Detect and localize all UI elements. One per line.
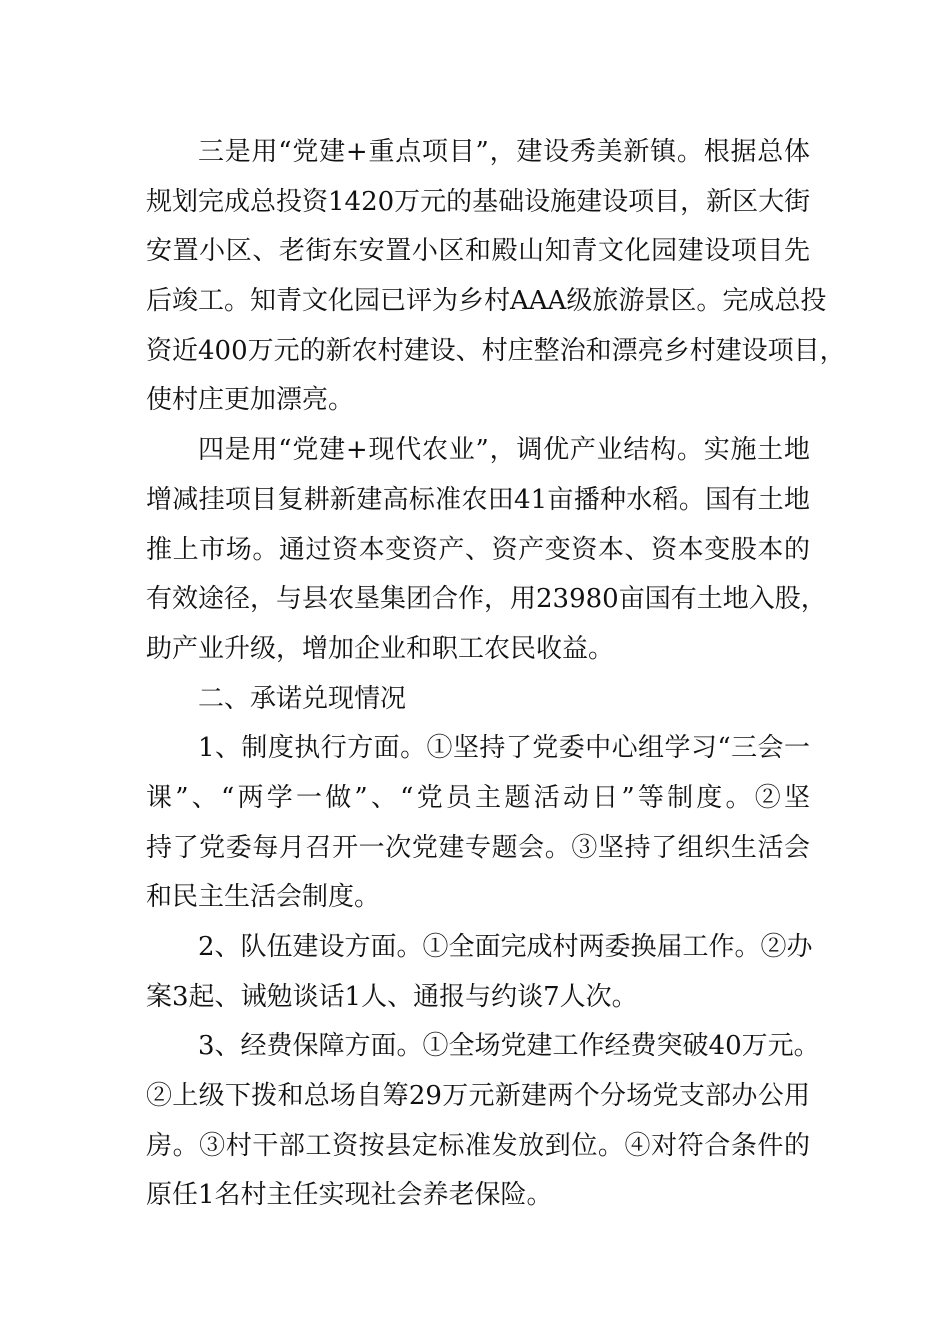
paragraph-funding-guarantee [146, 1022, 820, 1221]
text-line: 推上市场。通过资本变资产、资产变资本、资本变股本的 [146, 534, 810, 565]
text-line: 1、制度执行方面。①坚持了党委中心组学习“三会一 [198, 733, 810, 764]
section-heading-commitments [146, 675, 810, 725]
text-line: 案3起、诫勉谈话1人、通报与约谈7人次。 [146, 981, 638, 1012]
paragraph-party-building-key-projects [146, 128, 846, 426]
text-line: 课”、“两学一做”、“党员主题活动日”等制度。②坚 [146, 782, 810, 813]
document-body [146, 128, 846, 1221]
text-line: 规划完成总投资1420万元的基础设施建设项目，新区大街 [146, 186, 811, 217]
paragraph-system-execution [146, 724, 810, 923]
text-line: 房。③村干部工资按县定标准发放到位。④对符合条件的 [146, 1130, 810, 1161]
text-line: 2、队伍建设方面。①全面完成村两委换届工作。②办 [198, 932, 813, 962]
text-line: 助产业升级，增加企业和职工农民收益。 [146, 633, 615, 664]
text-line: 3、经费保障方面。①全场党建工作经费突破40万元。 [198, 1031, 820, 1062]
text-line: 和民主生活会制度。 [146, 882, 381, 913]
text-line: 使村庄更加漂亮。 [146, 385, 355, 416]
text-line: 三是用“党建+重点项目”，建设秀美新镇。根据总体 [198, 137, 810, 167]
text-line: 持了党委每月召开一次党建专题会。③坚持了组织生活会 [146, 832, 810, 863]
text-line: 增减挂项目复耕新建高标准农田41亩播种水稻。国有土地 [146, 484, 810, 515]
text-line: 有效途径，与县农垦集团合作，用23980亩国有土地入股， [146, 584, 827, 615]
text-line: 四是用“党建+现代农业”，调优产业结构。实施土地 [198, 435, 810, 466]
paragraph-party-building-modern-agriculture [146, 426, 827, 674]
section-heading: 二、承诺兑现情况 [198, 683, 407, 714]
text-line: 安置小区、老街东安置小区和殿山知青文化园建设项目先 [146, 236, 810, 267]
text-line: 资近400万元的新农村建设、村庄整治和漂亮乡村建设项目， [146, 335, 846, 366]
paragraph-team-building [146, 923, 813, 1022]
text-line: ②上级下拨和总场自筹29万元新建两个分场党支部办公用 [146, 1081, 810, 1112]
text-line: 原任1名村主任实现社会养老保险。 [146, 1180, 553, 1211]
text-line: 后竣工。知青文化园已评为乡村AAA级旅游景区。完成总投 [146, 286, 827, 317]
